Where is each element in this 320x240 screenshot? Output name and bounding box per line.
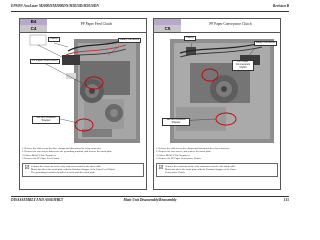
step-badge-current: C4 bbox=[30, 25, 37, 31]
callout-tab-stopper: Tab and Rotation Stopper bbox=[32, 116, 60, 124]
step-text: A) Silver M3x6 S-Tite Twopieces bbox=[156, 153, 190, 157]
step-text: 1. Release the cables from the three clamps and disconnect the relay connector. bbox=[22, 147, 102, 150]
step-text: 3. Remove the PF Paper Feed Clutch. bbox=[22, 156, 60, 160]
header-product-title: EPSON AcuLaser M2000D/M2000DN/M2010D/M2010DN bbox=[11, 4, 99, 8]
note-line: Match the tab of the metal plate with the Rotation Stopper of the Paper Feed Clutch. bbox=[31, 168, 116, 172]
step-text: 3. Remove the PF Paper Conveyance Clutch. bbox=[156, 156, 202, 160]
callout-clutch: PF Paper Feed Clutch bbox=[32, 59, 58, 62]
step-text: A) Silver M3x6 S-Tite Twopieces bbox=[22, 153, 56, 157]
step-text: 2. Remove the two screws that secure the grounding terminal, and remove the metal plate. bbox=[22, 150, 113, 154]
procedure-panel-paper-feed-clutch bbox=[19, 18, 147, 190]
note-line: Conveyance Clutch. bbox=[165, 171, 186, 175]
step-badge-prev: B4 bbox=[30, 19, 37, 24]
callout-clamp: Clamp bbox=[186, 36, 194, 39]
clutch-photo bbox=[156, 33, 277, 145]
note-line: Match the tab of the metal plate with the Rotation Stopper of the Paper bbox=[165, 168, 236, 172]
step-badge-current: C5 bbox=[164, 25, 171, 31]
callout-relay-connector: Relay Connector bbox=[120, 38, 140, 41]
page-header bbox=[11, 4, 289, 12]
footer-rule bbox=[11, 196, 289, 197]
note-line: The grounding terminals should be secured with the metal plate. bbox=[31, 171, 96, 175]
callout-tab-stopper: Tab and Rotation Stopper bbox=[162, 118, 190, 126]
clutch-photo bbox=[22, 33, 143, 145]
callout-clutch: PF Paper Conveyance Clutch bbox=[232, 60, 254, 71]
check-icon bbox=[159, 165, 163, 169]
note-line: Connect the connector to the relay connector routed in the black cable. bbox=[165, 165, 236, 168]
panel-title-bar bbox=[154, 19, 280, 33]
procedure-steps bbox=[22, 147, 144, 160]
page-footer bbox=[11, 196, 289, 204]
footer-section: Main Unit Disassembly/Reassembly bbox=[123, 198, 177, 202]
footer-chapter: DISASSEMBLY AND ASSEMBLY bbox=[11, 198, 64, 202]
panel-title: PF Paper Conveyance Clutch bbox=[209, 22, 252, 26]
callout-relay-connector: Relay Connector bbox=[256, 41, 276, 44]
procedure-steps bbox=[156, 147, 278, 160]
reassembly-note bbox=[156, 163, 278, 177]
callout-clamp: Clamp bbox=[50, 37, 58, 40]
step-badge bbox=[20, 19, 47, 32]
panel-title: PF Paper Feed Clutch bbox=[80, 22, 113, 26]
check-icon bbox=[25, 165, 29, 169]
footer-page-number: 115 bbox=[283, 198, 289, 202]
step-badge bbox=[154, 19, 181, 32]
note-line: Connect the connector to the relay connector routed in the other cable. bbox=[31, 165, 102, 168]
panel-title-bar bbox=[20, 19, 146, 33]
header-rule bbox=[11, 11, 289, 12]
step-text: 2. Remove the two screws, and remove the metal plate. bbox=[156, 150, 212, 154]
procedure-panel-paper-conveyance-clutch bbox=[153, 18, 281, 190]
step-text: 1. Release the cables from the clamps and disconnect the relay connector. bbox=[156, 147, 230, 150]
reassembly-note bbox=[22, 163, 144, 177]
header-revision: Revision B bbox=[272, 4, 289, 8]
